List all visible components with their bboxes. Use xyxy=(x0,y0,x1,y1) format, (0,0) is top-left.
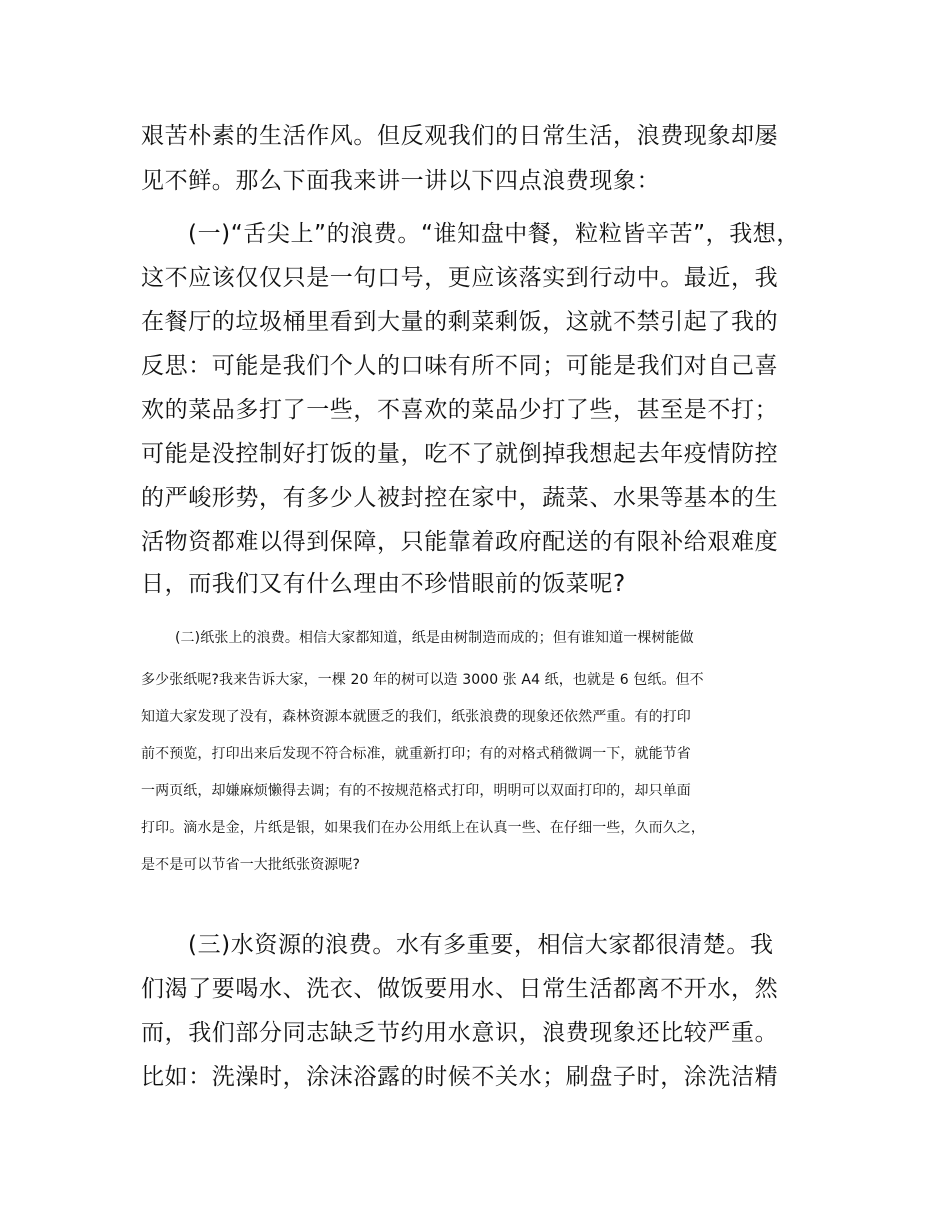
text-line: 比如：洗澡时，涂沫浴露的时候不关水；刷盘子时，涂洗洁精 xyxy=(141,1064,779,1090)
text-line: 知道大家发现了没有，森林资源本就匮乏的我们，纸张浪费的现象还依然严重。有的打印 xyxy=(141,709,691,725)
text-line: 多少张纸呢?我来告诉大家，一棵 20 年的树可以造 3000 张 A4 纸，也就是 6 包纸。但不 xyxy=(141,672,704,688)
text-line: 一两页纸，却嫌麻烦懒得去调；有的不按规范格式打印，明明可以双面打印的，却只单面 xyxy=(141,783,691,799)
text-line: 艰苦朴素的生活作风。但反观我们的日常生活，浪费现象却屡 xyxy=(141,123,779,149)
text-line: (三)水资源的浪费。水有多重要，相信大家都很清楚。我 xyxy=(188,932,774,958)
text-line: 这不应该仅仅只是一句口号，更应该落实到行动中。最近，我 xyxy=(141,265,779,291)
text-line: 日，而我们又有什么理由不珍惜眼前的饭菜呢? xyxy=(141,571,626,597)
text-line: 欢的菜品多打了一些，不喜欢的菜品少打了些，甚至是不打； xyxy=(141,397,779,423)
text-line: 在餐厅的垃圾桶里看到大量的剩菜剩饭，这就不禁引起了我的 xyxy=(141,309,779,335)
text-line: 们渴了要喝水、洗衣、做饭要用水、日常生活都离不开水，然 xyxy=(141,976,779,1002)
text-line: 的严峻形势，有多少人被封控在家中，蔬菜、水果等基本的生 xyxy=(141,485,779,511)
text-line: 是不是可以节省一大批纸张资源呢? xyxy=(141,857,361,873)
text-line: 活物资都难以得到保障，只能靠着政府配送的有限补给艰难度 xyxy=(141,529,779,555)
text-line: (一)“舌尖上”的浪费。“谁知盘中餐，粒粒皆辛苦”，我想， xyxy=(188,221,801,247)
text-line: 打印。滴水是金，片纸是银，如果我们在办公用纸上在认真一些、在仔细一些，久而久之， xyxy=(141,820,705,836)
text-line: 而，我们部分同志缺乏节约用水意识，浪费现象还比较严重。 xyxy=(141,1020,779,1046)
text-line: 见不鲜。那么下面我来讲一讲以下四点浪费现象： xyxy=(141,168,661,194)
text-line: 反思：可能是我们个人的口味有所不同；可能是我们对自己喜 xyxy=(141,353,779,379)
text-line: 前不预览，打印出来后发现不符合标准，就重新打印；有的对格式稍微调一下，就能节省 xyxy=(141,746,691,762)
text-line: (二)纸张上的浪费。相信大家都知道，纸是由树制造而成的；但有谁知道一棵树能做 xyxy=(175,630,694,646)
text-line: 可能是没控制好打饭的量，吃不了就倒掉我想起去年疫情防控 xyxy=(141,441,779,467)
